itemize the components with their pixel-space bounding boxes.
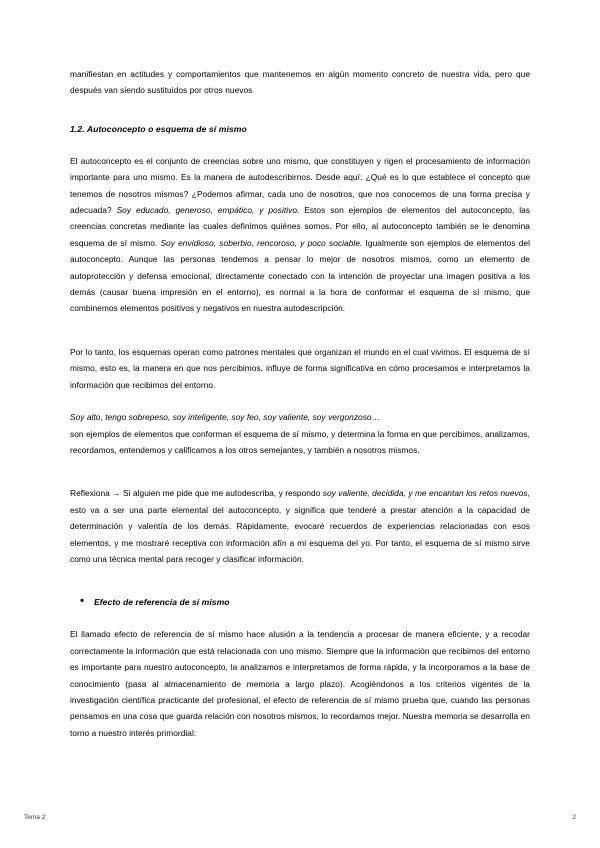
paragraph-examples-italic: Soy alto, tengo sobrepeso, soy inteligente, soy feo, soy valiente, soy vergonzoso… — [70, 412, 381, 423]
spacer — [70, 137, 530, 153]
spacer — [70, 610, 530, 626]
paragraph-autoconcepto — [70, 153, 530, 317]
bullet-heading-efecto-referencia: • Efecto de referencia de sí mismo — [70, 594, 530, 610]
text-run: Reflexiona → Si alguien me pide que me autodescriba, y respondo — [70, 488, 323, 499]
paragraph-efecto-referencia: El llamado efecto de referencia de sí mismo hace alusión a la tendencia a procesar de manera eficiente, y a recodar correctamente la información que está relacionada con uno mismo. Siempre que la información que recibimos del entorno es importante para nuestro autoconcepto, la analizamos e interpretamos de forma rápida, y la incorporamos a la base de conocimiento (pasa al almacenamiento de memoria a largo plazo). Acogiéndonos a los criterios vigentes de la investigación científica practicante del profesional, el efecto de referencia de sí mismo prueba que, cuando las personas pensamos en una cosa que guarda relación con nosotros mismos, lo recordamos mejor. Nuestra memoria se desarrolla en torno a nuestro interés primordial: — [70, 629, 530, 738]
text-run: Igualmente son ejemplos de elementos del autoconcepto. Aunque las personas tendemos a pensar lo mejor de nosotros mismos, como un elemento de autoprotección y defensa emocional, directamente conectado con la intención de proyectar una imagen positiva a los demás (causar buena impresión en el entorno), es normal a la hora de conformar el esquema de sí mismo, que combinemos elementos positivos y negativos en nuestra autodescripción. — [70, 237, 530, 314]
italic-run: Soy envidioso, soberbio, rencoroso, y poco sociable. — [160, 237, 363, 248]
spacer — [70, 393, 530, 409]
text-run: Estos son ejemplos de elementos del autoconcepto, las creencias concretas mediante las cuales definimos quiénes somos. Por ello, al autoconcepto también se le denomina esquema de sí mismo. — [70, 205, 531, 248]
paragraph-examples-cont: son ejemplos de elementos que conforman el esquema de sí mismo, y determina la forma en que percibimos, analizamos, recordamos, entendemos y calificamos a los otros semejantes, y también a nosotros mismos. — [70, 428, 530, 455]
text-run: El autoconcepto es el conjunto de creencias sobre uno mismo, que constituyen y rigen el procesamiento de información importante para uno mismo. Es la manera de autodescribirnos. Desde aquí: ¿Qué es lo que establece el concepto que tenemos de nosotros mismos? ¿Podemos afirmar, cada uno de nosotros, que nos conocemos de una forma precisa y adecuada? — [70, 155, 530, 216]
page-footer — [0, 804, 600, 848]
spacer — [70, 458, 530, 485]
italic-run: Soy educado, generoso, empático, y positivo. — [116, 205, 300, 216]
italic-run: soy valiente, decidida, y me encantan los retos nuevos, — [322, 488, 530, 499]
spacer — [70, 99, 530, 121]
paragraph-reflexiona — [70, 485, 530, 567]
paragraph-esquemas: Por lo tanto, los esquemas operan como patrones mentales que organizan el mundo en el cual vivimos. El esquema de sí mismo, esto es, la manera en que nos percibimos, influye de forma significativa en cómo procesamos e interpretamos la información que recibimos del entorno. — [70, 346, 530, 390]
spacer — [70, 567, 530, 594]
document-body — [70, 66, 530, 741]
spacer — [70, 317, 530, 344]
text-run: esto va a ser una parte elemental del autoconcepto, y significa que tenderé a prestar atención a la capacidad de determinación y valentía de los demás. Rápidamente, evocaré recuerdos de experiencias relacionadas con esos elementos, y me mostraré receptiva con información afín a mi esquema del yo. Por tanto, el esquema de sí mismo sirve como una técnica mental para recoger y clasificar información. — [70, 504, 530, 564]
section-heading-1-2: 1.2. Autoconcepto o esquema de sí mismo — [70, 123, 247, 134]
footer-topic-label: Tema 2 — [24, 814, 46, 821]
footer-page-number: 2 — [572, 814, 576, 821]
paragraph-intro: manifiestan en actitudes y comportamientos que mantenemos en algún momento concreto de nuestra vida, pero que después van siendo sustituidos por otros nuevos — [70, 69, 530, 96]
